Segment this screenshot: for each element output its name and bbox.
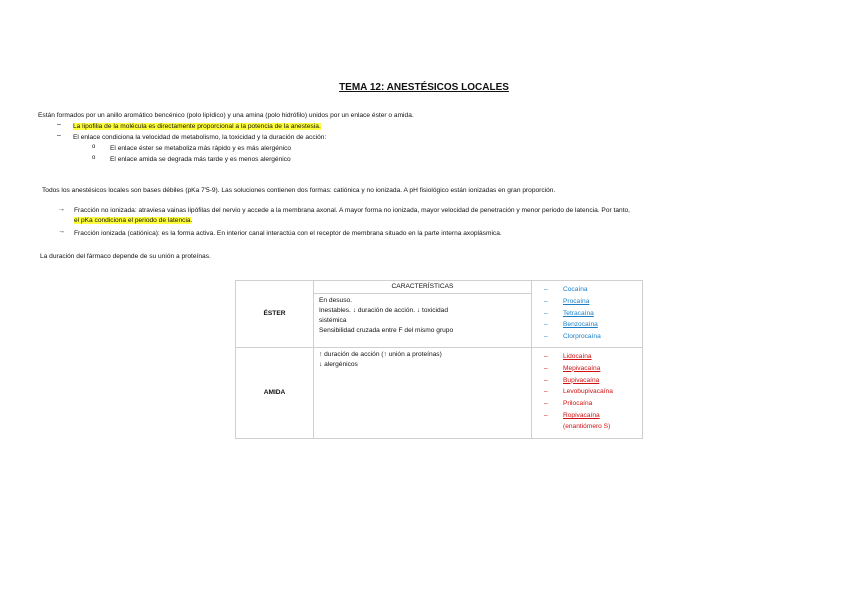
sub-bullet-ester: El enlace éster se metaboliza más rápido y es más alergénico	[110, 145, 292, 152]
ester-drug-list	[532, 281, 642, 347]
ester-characteristics-list	[314, 294, 531, 339]
ester-char: En desuso.	[319, 297, 352, 304]
dash: –	[544, 352, 548, 360]
drug-item[interactable]	[544, 410, 642, 422]
bases-paragraph: Todos los anestésicos locales son bases débiles (pKa 7'5-9). Las soluciones contienen dos formas: catiónica y no ionizada. A pH fisiológico están ionizadas en gran proporción.	[42, 187, 556, 194]
cell-amida-label: AMIDA	[236, 347, 314, 438]
anesthetics-table	[235, 280, 643, 439]
drug-item	[544, 284, 642, 296]
bullet-enlace: El enlace condiciona la velocidad de metabolismo, la toxicidad y la duración de acción:	[73, 134, 327, 141]
highlighted-text: La lipofilia de la molécula es directamente proporcional a la potencia de la anestesia.	[73, 123, 321, 130]
dash: –	[544, 388, 548, 396]
drug-link[interactable]: Tetracaína	[563, 309, 594, 317]
table-row-amida	[236, 347, 643, 438]
drug-item	[544, 386, 642, 398]
drug-item	[544, 398, 642, 410]
dash: –	[544, 364, 548, 372]
sub-bullet-circle: o	[92, 144, 96, 150]
drug-link[interactable]: Bupivacaína	[563, 376, 600, 384]
arrow-icon: →	[58, 228, 65, 235]
drug-name: Clorprocaína	[563, 333, 601, 341]
bullet-dash: –	[57, 121, 61, 128]
drug-link[interactable]: Mepivacaína	[563, 364, 601, 372]
ester-char: sistémica	[319, 317, 347, 324]
highlighted-text: el pKa condiciona el periodo de latencia	[74, 217, 191, 224]
dash: –	[544, 376, 548, 384]
ester-char: Sensibilidad cruzada entre F del mismo grupo	[319, 327, 454, 334]
dash: –	[544, 321, 548, 329]
sub-bullet-circle: o	[92, 155, 96, 161]
cell-amida-drugs	[532, 347, 643, 438]
drug-name: Cocaína	[563, 286, 588, 293]
bullet-dash: –	[57, 132, 61, 139]
drug-link[interactable]: Ropivacaína	[563, 411, 600, 419]
table-row-ester	[236, 281, 643, 348]
cell-amida-characteristics	[314, 347, 532, 438]
enantiomer-note: (enantiómero S)	[563, 422, 611, 430]
drug-link[interactable]: Procaína	[563, 297, 590, 305]
document-title: TEMA 12: ANESTÉSICOS LOCALES	[339, 82, 509, 93]
duration-paragraph: La duración del fármaco depende de su unión a proteínas.	[40, 253, 211, 260]
period: .	[190, 217, 193, 224]
drug-link[interactable]: Lidocaína	[563, 352, 592, 360]
dash: –	[544, 297, 548, 305]
arrow-ionizada: Fracción ionizada (catiónica): es la forma activa. En interior canal interactúa con el receptor de membrana situado en la parte interna axoplásmica.	[74, 230, 502, 237]
arrow-icon: →	[58, 206, 65, 213]
drug-item[interactable]	[544, 319, 642, 331]
arrow-no-ionizada-line2	[74, 216, 192, 225]
amida-char: ↓ alergénicos	[319, 360, 358, 368]
bullet-lipofilia	[73, 122, 321, 131]
dash: –	[544, 411, 548, 419]
cell-ester-label: ÉSTER	[236, 281, 314, 348]
drug-name: Levobupivacaína	[563, 388, 613, 396]
cell-ester-characteristics	[314, 281, 532, 348]
amida-char: ↑ duración de acción (↑ unión a proteínas)	[319, 350, 442, 358]
characteristics-header: CARACTERÍSTICAS	[314, 281, 531, 294]
drug-link[interactable]: Benzocaína	[563, 321, 598, 329]
ester-char: Inestables. ↓ duración de acción. ↓ toxicidad	[319, 307, 449, 314]
dash: –	[544, 400, 548, 408]
drug-item[interactable]	[544, 363, 642, 375]
drug-item[interactable]	[544, 296, 642, 308]
amida-characteristics-list	[314, 348, 531, 373]
dash: –	[544, 333, 548, 341]
amida-drug-list	[532, 348, 642, 422]
drug-item	[544, 331, 642, 343]
drug-name: Prilocaína	[563, 400, 593, 408]
arrow-no-ionizada-line1: Fracción no ionizada: atraviesa vainas lipófilas del nervio y accede a la membrana axonal. A mayor forma no ionizada, mayor velocidad de penetración y menor periodo de latencia. Por tanto,	[74, 207, 631, 214]
drug-item[interactable]	[544, 351, 642, 363]
dash: –	[544, 309, 548, 317]
cell-ester-drugs	[532, 281, 643, 348]
intro-paragraph: Están formados por un anillo aromático bencénico (polo lipídico) y una amina (polo hidrófilo) unidos por un enlace éster o amida.	[38, 112, 414, 119]
drug-item[interactable]	[544, 308, 642, 320]
sub-bullet-amida: El enlace amida se degrada más tarde y es menos alergénico	[110, 156, 291, 163]
dash: –	[544, 286, 548, 293]
drug-item[interactable]	[544, 375, 642, 387]
